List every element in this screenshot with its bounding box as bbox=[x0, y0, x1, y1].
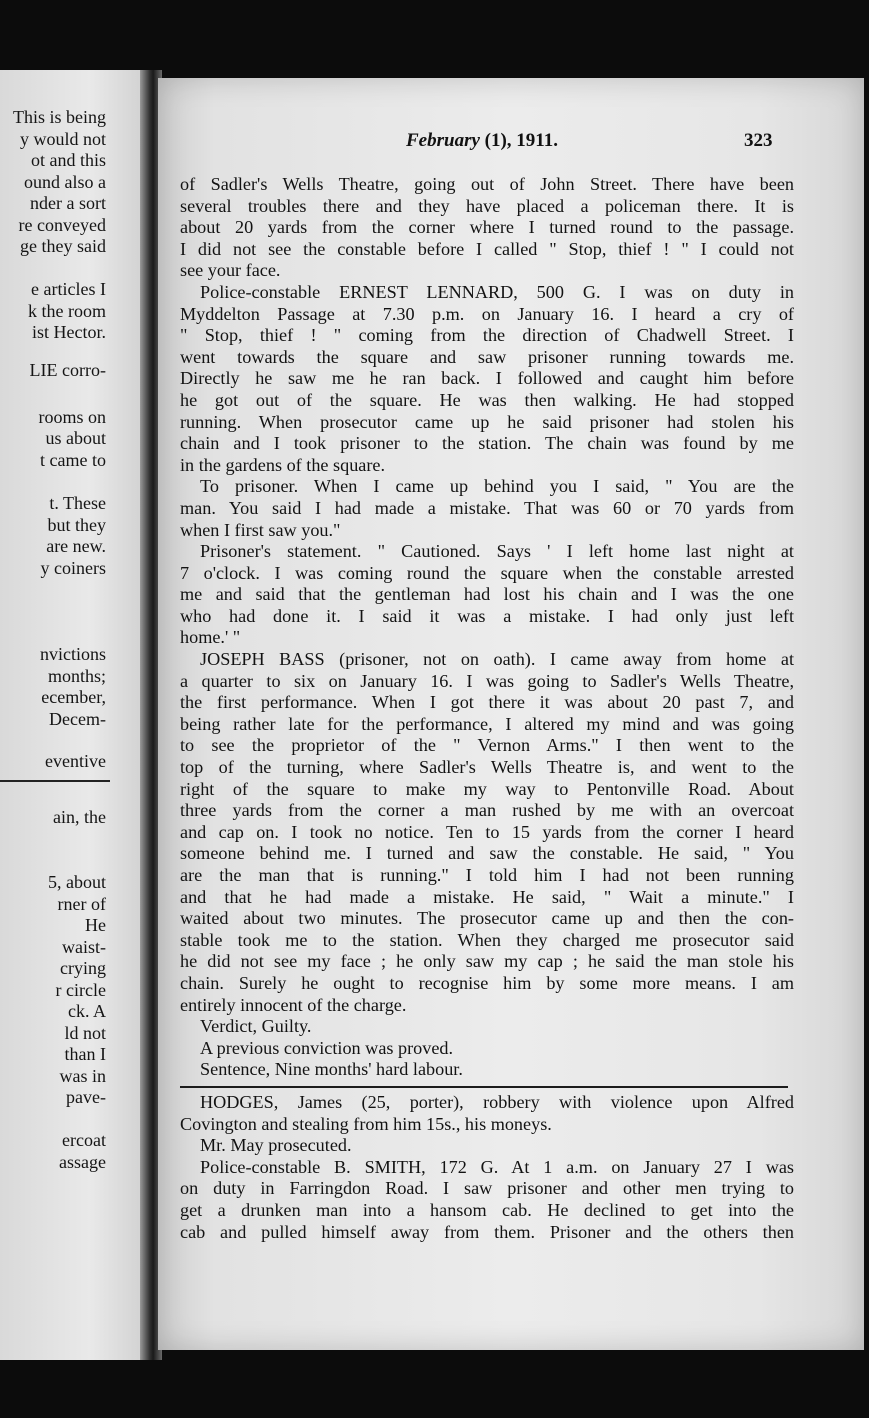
body-line: who had done it. I said it was a mistake. I had only just left bbox=[180, 605, 794, 626]
left-page-line: k the room bbox=[28, 301, 106, 321]
left-page-line: nder a sort bbox=[30, 193, 106, 213]
left-page-line: are new. bbox=[46, 536, 106, 556]
body-line: Police-constable B. SMITH, 172 G. At 1 a.m. on January 27 I was bbox=[200, 1156, 794, 1177]
left-page-line: t. These bbox=[49, 493, 106, 513]
left-page-line: crying bbox=[60, 958, 106, 978]
left-page-line: ain, the bbox=[53, 807, 106, 827]
body-line: chain. Surely he ought to recognise him by some more means. I am bbox=[180, 972, 794, 993]
body-line: see your face. bbox=[180, 260, 281, 281]
body-line: in the gardens of the square. bbox=[180, 454, 386, 475]
left-page-line: LIE corro- bbox=[29, 360, 106, 380]
left-page-line: was in bbox=[59, 1066, 106, 1086]
body-line: are the man that is running." I told him I had not been running bbox=[180, 865, 794, 885]
body-line: of Sadler's Wells Theatre, going out of John Street. There have been bbox=[180, 174, 794, 194]
body-line: JOSEPH BASS (prisoner, not on oath). I came away from home at bbox=[200, 649, 794, 670]
left-page-line: eventive bbox=[45, 751, 106, 771]
left-page-line: months; bbox=[47, 666, 106, 686]
body-line: Sentence, Nine months' hard labour. bbox=[200, 1059, 463, 1080]
body-line: Police-constable ERNEST LENNARD, 500 G. I was on duty in bbox=[200, 281, 794, 302]
body-line: several troubles there and they have placed a policeman there. It is bbox=[180, 195, 794, 216]
body-line: top of the turning, where Sadler's Wells Theatre is, and went to the bbox=[180, 757, 794, 778]
left-page-line: ound also a bbox=[24, 172, 106, 192]
body-line: home.' " bbox=[180, 627, 241, 648]
body-line: Verdict, Guilty. bbox=[200, 1016, 312, 1037]
body-line: someone behind me. I turned and saw the constable. He said, " You bbox=[180, 843, 794, 864]
left-page-line: re conveyed bbox=[18, 215, 106, 235]
left-page-rule bbox=[0, 780, 110, 782]
body-line: me and said that the gentleman had lost his chain and I was the one bbox=[180, 584, 794, 605]
left-facing-page bbox=[0, 70, 150, 1360]
body-text bbox=[180, 174, 794, 1243]
left-page-line: ck. A bbox=[68, 1001, 106, 1021]
body-line: on duty in Farringdon Road. I saw prisoner and other men trying to bbox=[180, 1178, 794, 1199]
left-page-line: than I bbox=[64, 1044, 106, 1064]
left-page-line: y coiners bbox=[40, 558, 106, 578]
body-line: chain and I took prisoner to the station. The chain was found by me bbox=[180, 433, 794, 454]
left-page-line: us about bbox=[45, 428, 106, 448]
left-page-line: nvictions bbox=[40, 644, 106, 664]
left-page-line: rooms on bbox=[38, 407, 106, 427]
body-line: right of the square to make my way to Pentonville Road. About bbox=[180, 778, 794, 799]
left-page-line: e articles I bbox=[31, 279, 106, 299]
left-page-line: waist- bbox=[62, 937, 106, 957]
body-line: Directly he saw me he ran back. I followed and caught him before bbox=[180, 368, 794, 389]
body-line: he did not see my face ; he only saw my cap ; he said the man stole his bbox=[180, 951, 794, 972]
body-line: HODGES, James (25, porter), robbery with violence upon Alfred bbox=[200, 1091, 794, 1112]
body-line: three yards from the corner a man rushed by me with an overcoat bbox=[180, 800, 794, 821]
left-page-line: ld not bbox=[64, 1023, 106, 1043]
left-page-line: t came to bbox=[40, 450, 106, 470]
left-page-line: but they bbox=[47, 515, 106, 535]
body-line: " Stop, thief ! " coming from the direction of Chadwell Street. I bbox=[180, 325, 794, 346]
body-line: he got out of the square. He was then walking. He had stopped bbox=[180, 389, 794, 410]
left-page-line: ecember, bbox=[41, 687, 106, 707]
body-line: and cap on. I took no notice. Ten to 15 yards from the corner I heard bbox=[180, 821, 794, 842]
left-page-line: 5, about bbox=[48, 872, 106, 892]
body-line: to see the proprietor of the " Vernon Arms." I then went to the bbox=[180, 735, 794, 756]
body-line: stable took me to the station. When they charged me prosecutor said bbox=[180, 929, 794, 950]
body-line: about 20 yards from the corner where I turned round to the passage. bbox=[180, 217, 794, 238]
left-page-line: He bbox=[85, 915, 106, 935]
body-line: entirely innocent of the charge. bbox=[180, 994, 407, 1015]
main-page bbox=[158, 78, 864, 1350]
left-page-line: pave- bbox=[66, 1087, 106, 1107]
left-page-line: rner of bbox=[57, 894, 106, 914]
running-head bbox=[158, 130, 864, 156]
body-line: Prisoner's statement. " Cautioned. Says ' I left home last night at bbox=[200, 541, 794, 562]
left-page-line: ge they said bbox=[20, 236, 106, 256]
body-line: I did not see the constable before I called " Stop, thief ! " I could not bbox=[180, 238, 794, 259]
body-line: the first performance. When I got there it was about 20 past 7, and bbox=[180, 692, 794, 713]
body-line: Myddelton Passage at 7.30 p.m. on January 16. I heard a cry of bbox=[180, 303, 794, 324]
left-page-line: Decem- bbox=[49, 709, 106, 729]
left-page-line: y would not bbox=[19, 129, 106, 149]
left-page-line: ercoat bbox=[62, 1130, 106, 1150]
running-title: February (1), 1911. bbox=[406, 130, 559, 151]
body-line: when I first saw you." bbox=[180, 519, 341, 540]
left-page-line: r circle bbox=[55, 980, 106, 1000]
body-line: To prisoner. When I came up behind you I said, " You are the bbox=[200, 476, 794, 497]
body-line: Covington and stealing from him 15s., his moneys. bbox=[180, 1113, 552, 1134]
section-divider bbox=[180, 1086, 788, 1088]
left-page-line: ist Hector. bbox=[32, 322, 106, 342]
body-line: A previous conviction was proved. bbox=[200, 1037, 454, 1058]
left-page-line: ot and this bbox=[31, 150, 106, 170]
body-line: waited about two minutes. The prosecutor came up and then the con- bbox=[180, 908, 794, 929]
body-line: cab and pulled himself away from them. Prisoner and the others then bbox=[180, 1221, 794, 1242]
body-line: went towards the square and saw prisoner running towards me. bbox=[180, 346, 794, 367]
body-line: get a drunken man into a hansom cab. He declined to get into the bbox=[180, 1199, 794, 1220]
body-line: Mr. May prosecuted. bbox=[200, 1135, 352, 1156]
left-page-line: assage bbox=[59, 1152, 106, 1172]
left-page-line: This is being bbox=[13, 107, 106, 127]
body-line: man. You said I had made a mistake. That was 60 or 70 yards from bbox=[180, 497, 794, 518]
body-line: and that he had made a mistake. He said, " Wait a minute." I bbox=[180, 886, 794, 907]
body-line: running. When prosecutor came up he said prisoner had stolen his bbox=[180, 411, 794, 432]
page-number: 323 bbox=[744, 130, 773, 151]
body-line: being rather late for the performance, I altered my mind and was going bbox=[180, 713, 794, 734]
body-line: a quarter to six on January 16. I was going to Sadler's Wells Theatre, bbox=[180, 670, 794, 691]
body-line: 7 o'clock. I was coming round the square when the constable arrested bbox=[180, 562, 794, 583]
